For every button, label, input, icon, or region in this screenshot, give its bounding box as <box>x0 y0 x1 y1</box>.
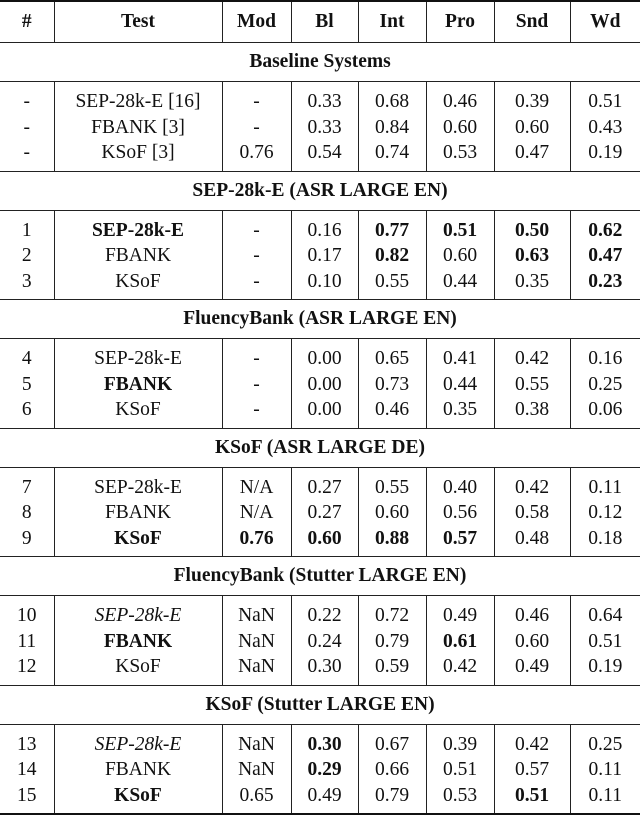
table-row <box>0 269 640 300</box>
table-cell: - <box>222 269 291 300</box>
table-cell: 0.66 <box>358 757 426 783</box>
table-cell: 0.24 <box>291 629 358 655</box>
table-cell: 0.25 <box>570 372 640 398</box>
table-cell: 0.12 <box>570 500 640 526</box>
table-cell: 0.33 <box>291 115 358 141</box>
table-cell: 0.19 <box>570 654 640 685</box>
table-row <box>0 140 640 171</box>
table-cell: - <box>222 115 291 141</box>
table-cell: 0.60 <box>494 115 570 141</box>
section-header-row <box>0 43 640 82</box>
table-cell: 0.42 <box>494 339 570 372</box>
table-cell: 0.11 <box>570 467 640 500</box>
table-cell: 0.47 <box>570 243 640 269</box>
table-cell: 0.48 <box>494 526 570 557</box>
table-cell: 0.39 <box>494 82 570 115</box>
table-cell: KSoF [3] <box>54 140 222 171</box>
table-cell: SEP-28k-E <box>54 339 222 372</box>
table-cell: 0.60 <box>494 629 570 655</box>
table-cell: 0.38 <box>494 397 570 428</box>
table-cell: KSoF <box>54 783 222 815</box>
table-cell: 0.72 <box>358 596 426 629</box>
table-row <box>0 339 640 372</box>
table-cell: N/A <box>222 500 291 526</box>
table-cell: - <box>222 397 291 428</box>
table-cell: 7 <box>21 476 32 498</box>
table-cell: 0.73 <box>358 372 426 398</box>
table-cell: 5 <box>21 373 32 395</box>
table-cell: N/A <box>222 467 291 500</box>
table-cell: 0.47 <box>494 140 570 171</box>
table-cell: 0.00 <box>291 339 358 372</box>
table-row <box>0 724 640 757</box>
table-cell: 0.46 <box>426 82 494 115</box>
table-cell: KSoF <box>54 269 222 300</box>
table-cell: 0.23 <box>570 269 640 300</box>
table-cell: 0.43 <box>570 115 640 141</box>
table-cell: SEP-28k-E <box>54 724 222 757</box>
table-cell: SEP-28k-E [16] <box>54 82 222 115</box>
table-cell: 0.58 <box>494 500 570 526</box>
table-cell: FBANK <box>54 500 222 526</box>
section-title: FluencyBank (Stutter LARGE EN) <box>0 557 640 596</box>
table-cell: 4 <box>21 348 32 369</box>
table-cell: FBANK <box>54 629 222 655</box>
section-header-row <box>0 557 640 596</box>
section-header-row <box>0 428 640 467</box>
table-cell: 0.22 <box>291 596 358 629</box>
table-cell: - <box>222 243 291 269</box>
table-cell: 0.27 <box>291 500 358 526</box>
table-cell: 0.82 <box>358 243 426 269</box>
table-cell: 0.51 <box>426 757 494 783</box>
table-cell: 0.27 <box>291 467 358 500</box>
section-header-row <box>0 300 640 339</box>
header-cell: Snd <box>494 1 570 43</box>
table-cell: 0.55 <box>494 372 570 398</box>
table-cell: 0.17 <box>291 243 358 269</box>
table-row <box>0 783 640 815</box>
table-cell: FBANK [3] <box>54 115 222 141</box>
table-cell: 0.11 <box>570 783 640 815</box>
table-cell: 0.60 <box>358 500 426 526</box>
table-cell: 0.54 <box>291 140 358 171</box>
table-cell: 0.30 <box>291 654 358 685</box>
table-cell: - <box>222 82 291 115</box>
table-cell: 0.77 <box>358 210 426 243</box>
table-cell: KSoF <box>54 654 222 685</box>
table-cell: SEP-28k-E <box>54 596 222 629</box>
table-cell: 0.49 <box>494 654 570 685</box>
table-cell: 0.60 <box>291 526 358 557</box>
table-cell: 0.51 <box>426 210 494 243</box>
table-row <box>0 526 640 557</box>
table-cell: 13 <box>17 733 37 755</box>
table-cell: 0.46 <box>494 596 570 629</box>
table-cell: 0.35 <box>426 397 494 428</box>
table-cell: 0.76 <box>222 140 291 171</box>
table-cell: 0.74 <box>358 140 426 171</box>
table-cell: 0.79 <box>358 629 426 655</box>
table-cell: 15 <box>0 783 54 815</box>
section-title: FluencyBank (ASR LARGE EN) <box>0 300 640 339</box>
table-cell: 0.18 <box>570 526 640 557</box>
table-row <box>0 654 640 685</box>
table-cell: 8 <box>21 502 32 523</box>
header-cell: Mod <box>222 1 291 43</box>
table-cell: 0.67 <box>358 724 426 757</box>
table-cell: KSoF <box>54 397 222 428</box>
table-row <box>0 397 640 428</box>
table-cell: 0.00 <box>291 372 358 398</box>
table-cell: FBANK <box>54 757 222 783</box>
table-cell: 0.25 <box>570 724 640 757</box>
table-cell: 0.53 <box>426 140 494 171</box>
table-cell: 0.62 <box>570 210 640 243</box>
table-cell: 6 <box>21 399 32 420</box>
header-cell: # <box>0 1 54 43</box>
table-cell: 11 <box>17 630 37 652</box>
table-cell: SEP-28k-E <box>54 467 222 500</box>
section-header-row <box>0 685 640 724</box>
table-cell: 0.51 <box>570 629 640 655</box>
table-cell: 0.65 <box>358 339 426 372</box>
table-cell: NaN <box>222 724 291 757</box>
table-cell: 0.44 <box>426 269 494 300</box>
table-cell: - <box>222 210 291 243</box>
table-row <box>0 210 640 243</box>
table-row <box>0 372 640 398</box>
table-cell: 0.61 <box>426 629 494 655</box>
table-cell: - <box>23 116 30 138</box>
table-cell: 9 <box>21 527 32 549</box>
table-cell: 0.63 <box>494 243 570 269</box>
table-cell: - <box>23 142 30 163</box>
table-cell: NaN <box>222 757 291 783</box>
table-cell: 1 <box>21 219 32 241</box>
table-cell: 0.30 <box>291 724 358 757</box>
section-title: KSoF (Stutter LARGE EN) <box>0 685 640 724</box>
header-cell: Bl <box>291 1 358 43</box>
table-cell: FBANK <box>54 372 222 398</box>
table-row <box>0 115 640 141</box>
table-cell: FBANK <box>54 243 222 269</box>
table-row <box>0 82 640 115</box>
table-row <box>0 500 640 526</box>
section-title: SEP-28k-E (ASR LARGE EN) <box>0 171 640 210</box>
table-cell: NaN <box>222 654 291 685</box>
header-cell: Test <box>54 1 222 43</box>
section-header-row <box>0 171 640 210</box>
table-cell: 0.16 <box>291 210 358 243</box>
table-cell: 0.29 <box>291 757 358 783</box>
table-cell: 0.10 <box>291 269 358 300</box>
table-cell: 0.33 <box>291 82 358 115</box>
table-row <box>0 629 640 655</box>
header-cell: Wd <box>570 1 640 43</box>
table-row <box>0 757 640 783</box>
table-cell: KSoF <box>54 526 222 557</box>
table-cell: 0.39 <box>426 724 494 757</box>
table-cell: 12 <box>17 656 37 677</box>
table-cell: 0.41 <box>426 339 494 372</box>
table-cell: 0.59 <box>358 654 426 685</box>
table-cell: SEP-28k-E <box>54 210 222 243</box>
table-cell: 0.00 <box>291 397 358 428</box>
header-cell: Pro <box>426 1 494 43</box>
table-cell: - <box>23 91 30 112</box>
table-cell: 0.44 <box>426 372 494 398</box>
table-row <box>0 467 640 500</box>
table-cell: - <box>222 372 291 398</box>
table-body <box>0 43 640 815</box>
table-cell: 0.42 <box>426 654 494 685</box>
table-cell: 0.79 <box>358 783 426 815</box>
table-cell: 0.65 <box>222 783 291 815</box>
table-row <box>0 243 640 269</box>
table-cell: 0.51 <box>570 82 640 115</box>
table-cell: 0.64 <box>570 596 640 629</box>
table-cell: 10 <box>17 605 37 626</box>
table-cell: 0.53 <box>426 783 494 815</box>
table-row <box>0 596 640 629</box>
table-cell: 0.11 <box>570 757 640 783</box>
table-cell: 0.49 <box>291 783 358 815</box>
table-cell: 0.84 <box>358 115 426 141</box>
section-title: Baseline Systems <box>0 43 640 82</box>
table-cell: 3 <box>21 270 32 292</box>
table-cell: 0.40 <box>426 467 494 500</box>
table-cell: 14 <box>17 759 37 780</box>
table-cell: 0.49 <box>426 596 494 629</box>
section-title: KSoF (ASR LARGE DE) <box>0 428 640 467</box>
table-cell: 0.57 <box>426 526 494 557</box>
table-cell: 0.42 <box>494 724 570 757</box>
table-cell: 0.60 <box>426 243 494 269</box>
table-cell: 0.56 <box>426 500 494 526</box>
table-cell: 0.55 <box>358 467 426 500</box>
table-cell: 0.42 <box>494 467 570 500</box>
table-cell: 0.88 <box>358 526 426 557</box>
table-cell: 0.50 <box>494 210 570 243</box>
table-cell: 0.55 <box>358 269 426 300</box>
table-cell: 0.19 <box>570 140 640 171</box>
table-cell: 0.16 <box>570 339 640 372</box>
table-cell: 0.51 <box>494 783 570 815</box>
table-cell: 0.06 <box>570 397 640 428</box>
header-row <box>0 1 640 43</box>
table-cell: 0.46 <box>358 397 426 428</box>
table-cell: 0.57 <box>494 757 570 783</box>
table-cell: 0.35 <box>494 269 570 300</box>
table-cell: 0.68 <box>358 82 426 115</box>
table-cell: 0.60 <box>426 115 494 141</box>
header-cell: Int <box>358 1 426 43</box>
table-cell: 2 <box>21 245 32 266</box>
table-cell: 0.76 <box>222 526 291 557</box>
table-cell: NaN <box>222 629 291 655</box>
table-cell: NaN <box>222 596 291 629</box>
table-cell: - <box>222 339 291 372</box>
